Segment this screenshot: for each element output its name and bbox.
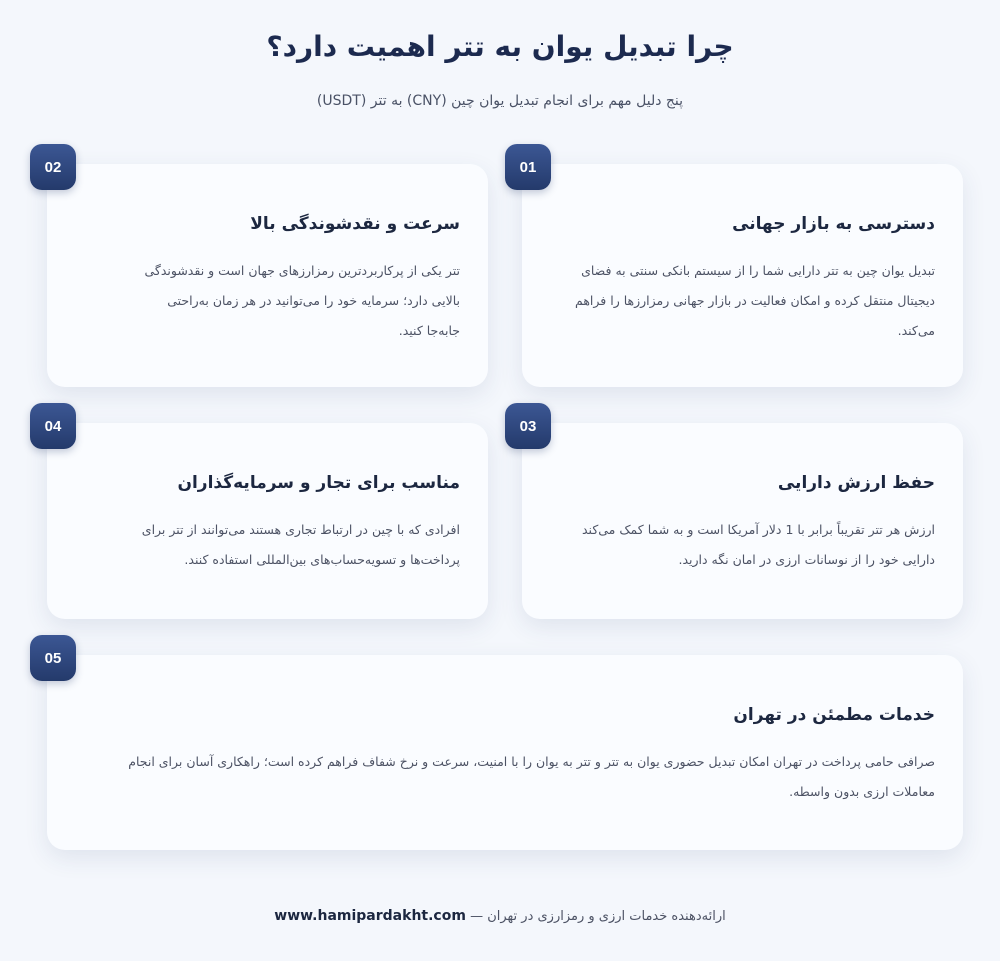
card-body: تتر یکی از پرکاربردترین رمزارزهای جهان است و نقدشوندگی بالایی دارد؛ سرمایه خود را می‌توانید در هر زمان به‌راحتی جابه‌جا کنید. [144, 263, 460, 338]
reason-card-01 [522, 164, 963, 387]
number-badge-04: 04 [30, 403, 76, 449]
card-body: افرادی که با چین در ارتباط تجاری هستند می‌توانند از تتر برای پرداخت‌ها و تسویه‌حساب‌های بین‌المللی استفاده کنند. [141, 522, 460, 567]
number-badge-03: 03 [505, 403, 551, 449]
footer-separator: — [470, 909, 484, 924]
number-badge-01: 01 [505, 144, 551, 190]
page-title: چرا تبدیل یوان به تتر اهمیت دارد؟ [266, 30, 734, 63]
card-title: حفظ ارزش دارایی [777, 473, 935, 493]
card-title: خدمات مطمئن در تهران [733, 705, 935, 725]
card-title: سرعت و نقدشوندگی بالا [250, 214, 460, 234]
footer-tagline: ارائه‌دهنده خدمات ارزی و رمزارزی در تهران [487, 909, 726, 924]
reason-card-02 [47, 164, 488, 387]
card-body: ارزش هر تتر تقریباً برابر با 1 دلار آمریکا است و به شما کمک می‌کند دارایی خود را از نوسانات ارزی در امان نگه دارید. [581, 522, 935, 567]
website-link[interactable]: www.hamipardakht.com [274, 908, 466, 924]
card-body: تبدیل یوان چین به تتر دارایی شما را از سیستم بانکی سنتی به فضای دیجیتال منتقل کرده و امکان فعالیت در بازار جهانی رمزارزها را فراهم می‌کند. [575, 263, 935, 338]
reason-card-05 [47, 655, 963, 850]
card-title: مناسب برای تجار و سرمایه‌گذاران [177, 473, 460, 493]
reason-card-03 [522, 423, 963, 619]
card-title: دسترسی به بازار جهانی [732, 214, 935, 234]
number-badge-05: 05 [30, 635, 76, 681]
footer [0, 908, 1000, 924]
page-subtitle: پنج دلیل مهم برای انجام تبدیل یوان چین (CNY) به تتر (USDT) [316, 93, 684, 109]
number-badge-02: 02 [30, 144, 76, 190]
reason-card-04 [47, 423, 488, 619]
card-body: صرافی حامی پرداخت در تهران امکان تبدیل حضوری یوان به تتر و تتر به یوان را با امنیت، سرعت و نرخ شفاف فراهم کرده است؛ راهکاری آسان برای انجام معاملات ارزی بدون واسطه. [128, 754, 935, 799]
